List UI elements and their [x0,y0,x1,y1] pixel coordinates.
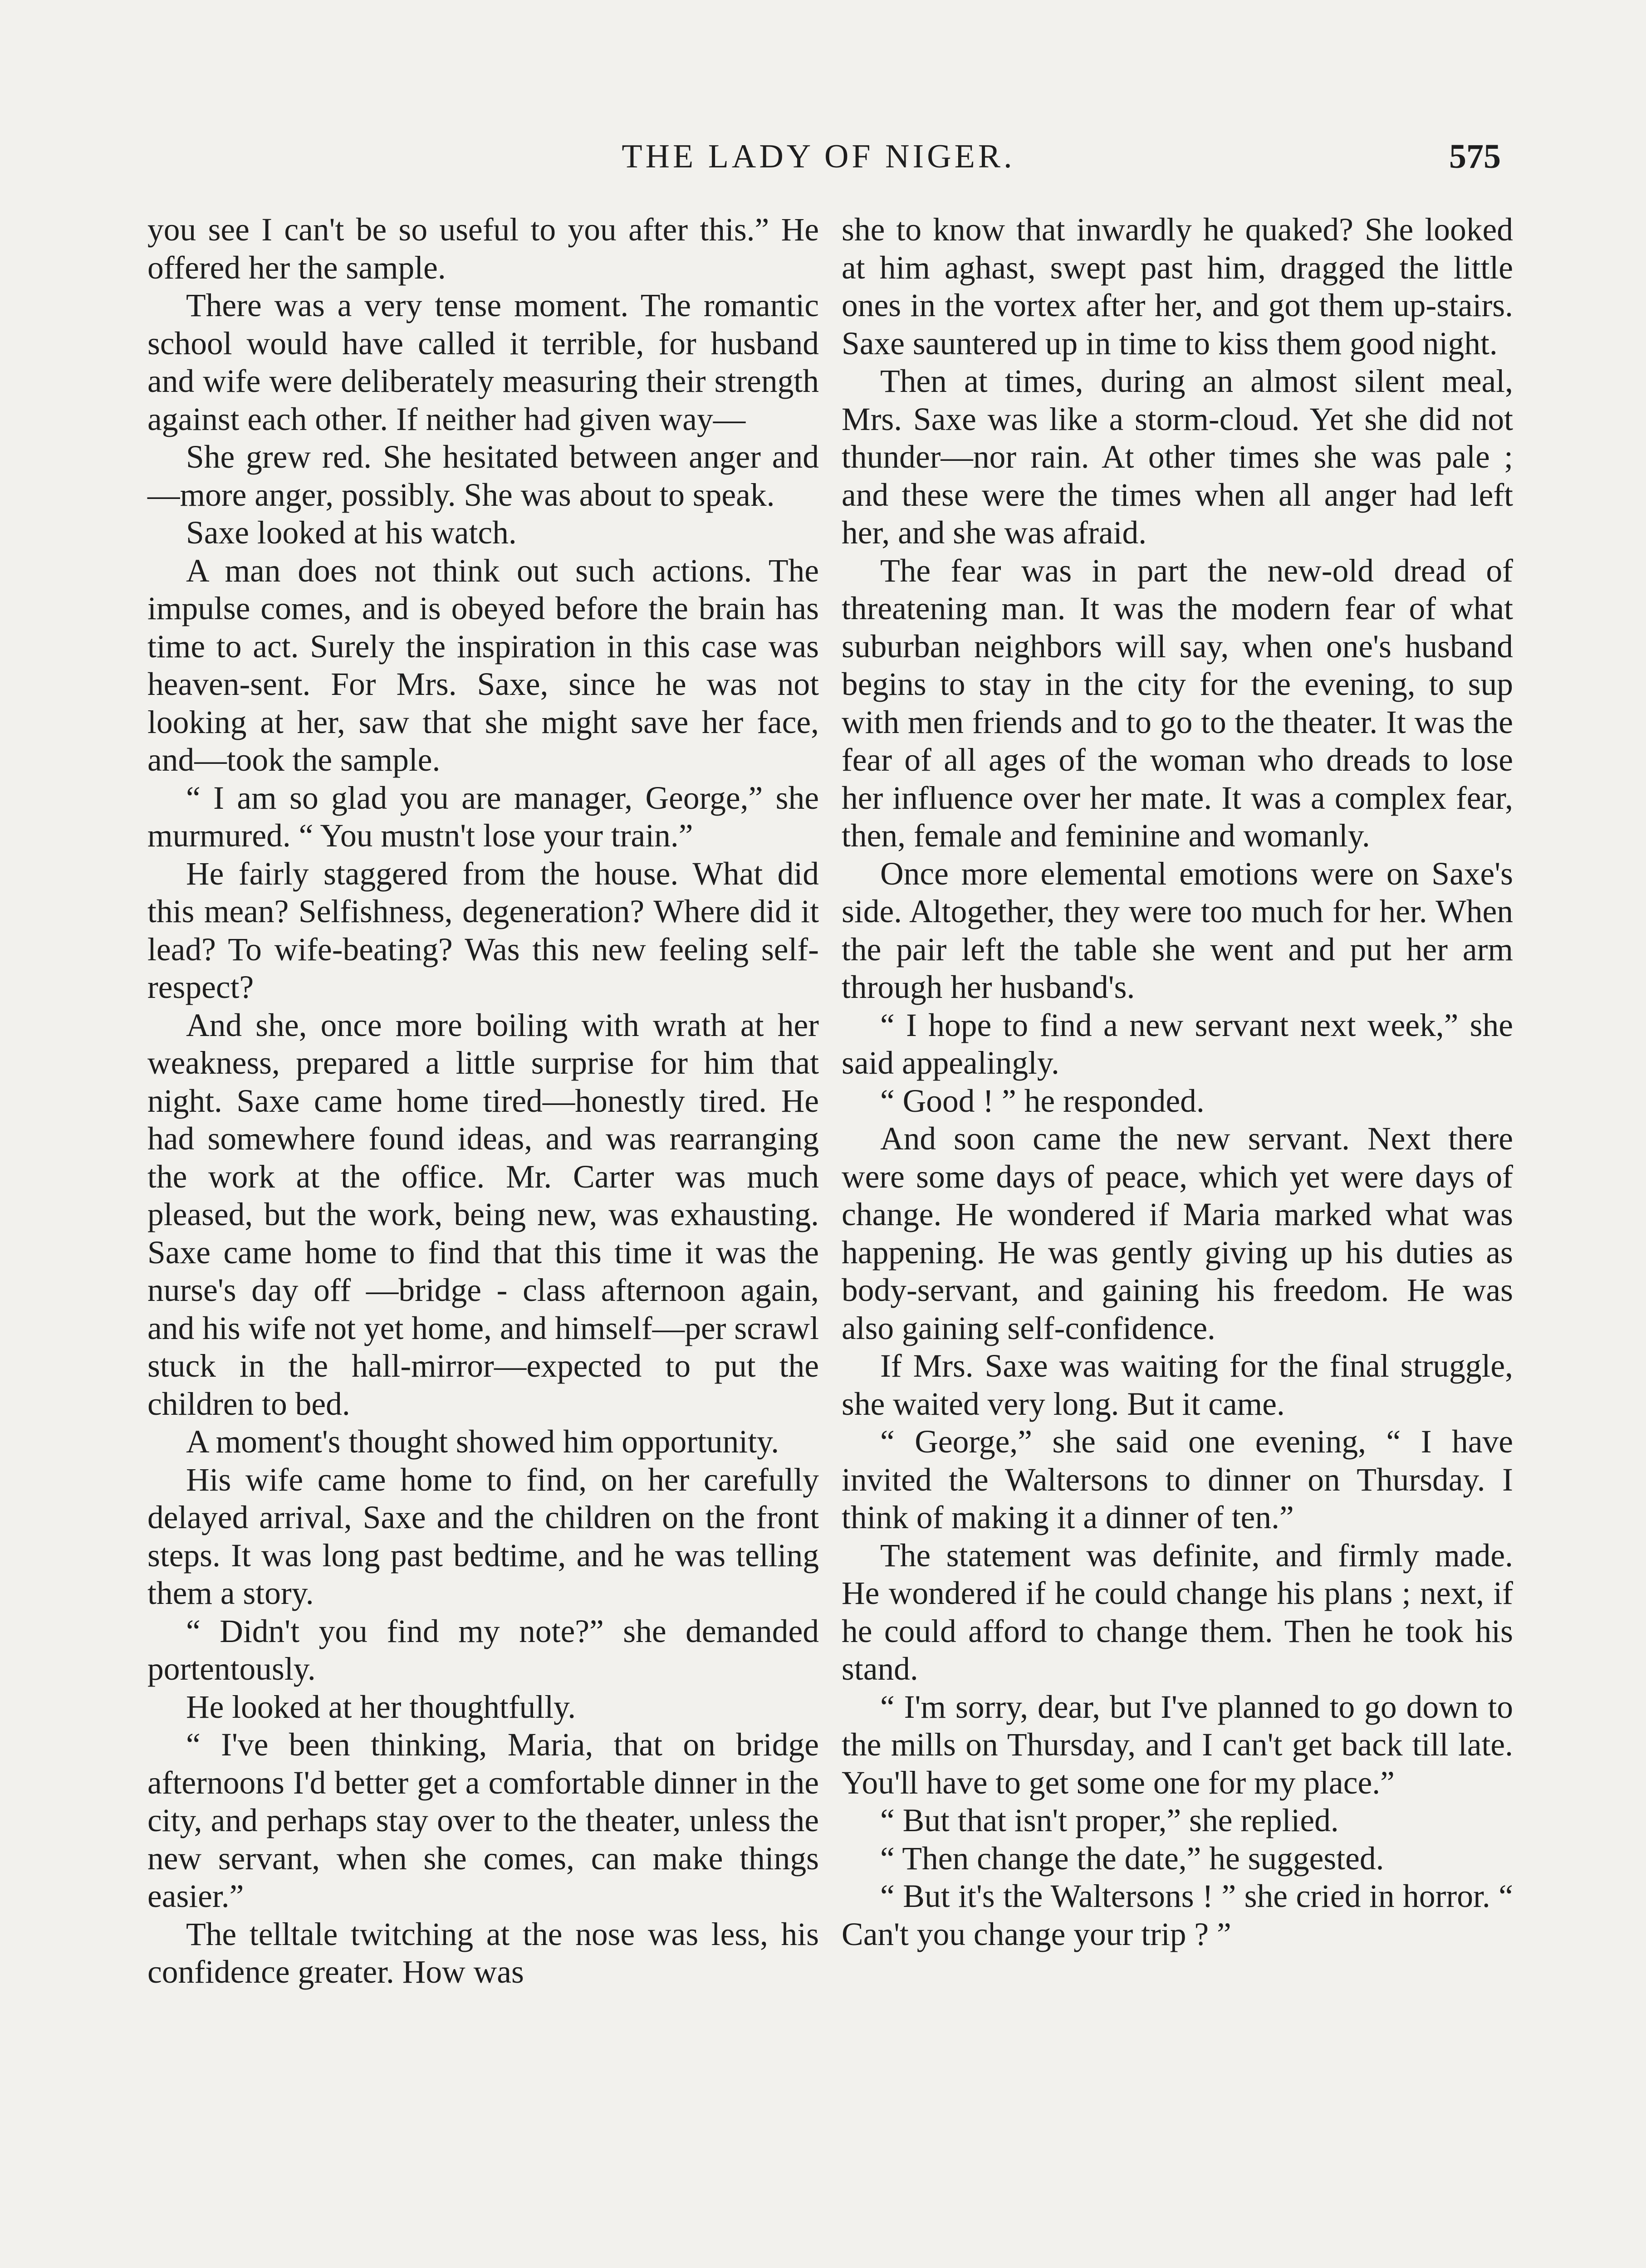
paragraph: “ I'm sorry, dear, but I've planned to go down to the mills on Thursday, and I can't get back till late. You'll have to get some one for my place.” [842,1689,1513,1801]
paragraph: And she, once more boiling with wrath at her weakness, prepared a little surprise for him that night. Saxe came home tired—honestly tired. He had somewhere found ideas, and was rearranging the work at the office. Mr. Carter was much pleased, but the work, being new, was exhausting. Saxe came home to find that this time it was the nurse's day off —bridge - class afternoon again, and his wife not yet home, and himself—per scrawl stuck in the hall-mirror—expected to put the children to bed. [147,1007,819,1422]
paragraph: “ But that isn't proper,” she replied. [880,1803,1339,1838]
paragraph: “ I am so glad you are manager, George,” she murmured. “ You mustn't lose your train.” [147,780,819,854]
paragraph: Once more elemental emotions were on Saxe's side. Altogether, they were too much for her. When the pair left the table she went and put her arm through her husband's. [842,855,1513,1005]
paragraph: There was a very tense moment. The romantic school would have called it terrible, for husband and wife were deliberately measuring their strength against each other. If neither had given way— [147,288,819,437]
paragraph: He fairly staggered from the house. What did this mean? Selfishness, degeneration? Where did it lead? To wife-beating? Was this new feeling self-respect? [147,855,819,1005]
paragraph: “ I've been thinking, Maria, that on bridge afternoons I'd better get a comfortable dinner in the city, and perhaps stay over to the theater, unless the new servant, when she comes, can make things easier.” [147,1727,819,1914]
paragraph: The telltale twitching at the nose was less, his confidence greater. How was [147,1916,819,1990]
paragraph: If Mrs. Saxe was waiting for the final struggle, she waited very long. But it came. [842,1348,1513,1422]
paragraph: Saxe looked at his watch. [186,515,517,551]
paragraph: A moment's thought showed him opportunity. [186,1424,779,1460]
paragraph: Then at times, during an almost silent meal, Mrs. Saxe was like a storm-cloud. Yet she did not thunder—nor rain. At other times she was pale ; and these were the times when all anger had left her, and she was afraid. [842,363,1513,551]
paragraph: “ But it's the Waltersons ! ” she cried in horror. “ Can't you change your trip ? ” [842,1878,1513,1952]
page-number: 575 [1449,137,1501,176]
paragraph: She grew red. She hesitated between anger and—more anger, possibly. She was about to speak. [147,439,819,513]
paragraph: “ I hope to find a new servant next week,” she said appealingly. [842,1007,1513,1081]
paragraph: His wife came home to find, on her carefully delayed arrival, Saxe and the children on the front steps. It was long past bedtime, and he was telling them a story. [147,1461,819,1611]
page-header [136,132,1501,181]
paragraph: “ Didn't you find my note?” she demanded portentously. [147,1613,819,1687]
left-column [147,211,819,1991]
running-head: THE LADY OF NIGER. [622,138,1015,175]
paragraph: And soon came the new servant. Next there were some days of peace, which yet were days of change. He wondered if Maria marked what was happening. He was gently giving up his duties as body-servant, and gaining his freedom. He was also gaining self-confidence. [842,1121,1513,1346]
paragraph: “ George,” she said one evening, “ I have invited the Waltersons to dinner on Thursday. I think of making it a dinner of ten.” [842,1424,1513,1535]
paragraph: He looked at her thoughtfully. [186,1689,576,1725]
paragraph: “ Then change the date,” he suggested. [880,1840,1384,1877]
paragraph: The statement was definite, and firmly made. He wondered if he could change his plans ; next, if he could afford to change them. Then he took his stand. [842,1537,1513,1687]
paragraph: you see I can't be so useful to you after this.” He offered her the sample. [147,212,819,286]
paragraph: “ Good ! ” he responded. [880,1083,1205,1119]
paragraph: A man does not think out such actions. The impulse comes, and is obeyed before the brain has time to act. Surely the inspiration in this case was heaven-sent. For Mrs. Saxe, since he was not looking at her, saw that she might save her face, and—took the sample. [147,552,819,778]
right-column [842,211,1513,1953]
paragraph: The fear was in part the new-old dread of threatening man. It was the modern fear of what suburban neighbors will say, when one's husband begins to stay in the city for the evening, to sup with men friends and to go to the theater. It was the fear of all ages of the woman who dreads to lose her influence over her mate. It was a complex fear, then, female and feminine and womanly. [842,552,1513,854]
paragraph: she to know that inwardly he quaked? She looked at him aghast, swept past him, dragged the little ones in the vortex after her, and got them up-stairs. Saxe sauntered up in time to kiss them good night. [842,212,1513,362]
